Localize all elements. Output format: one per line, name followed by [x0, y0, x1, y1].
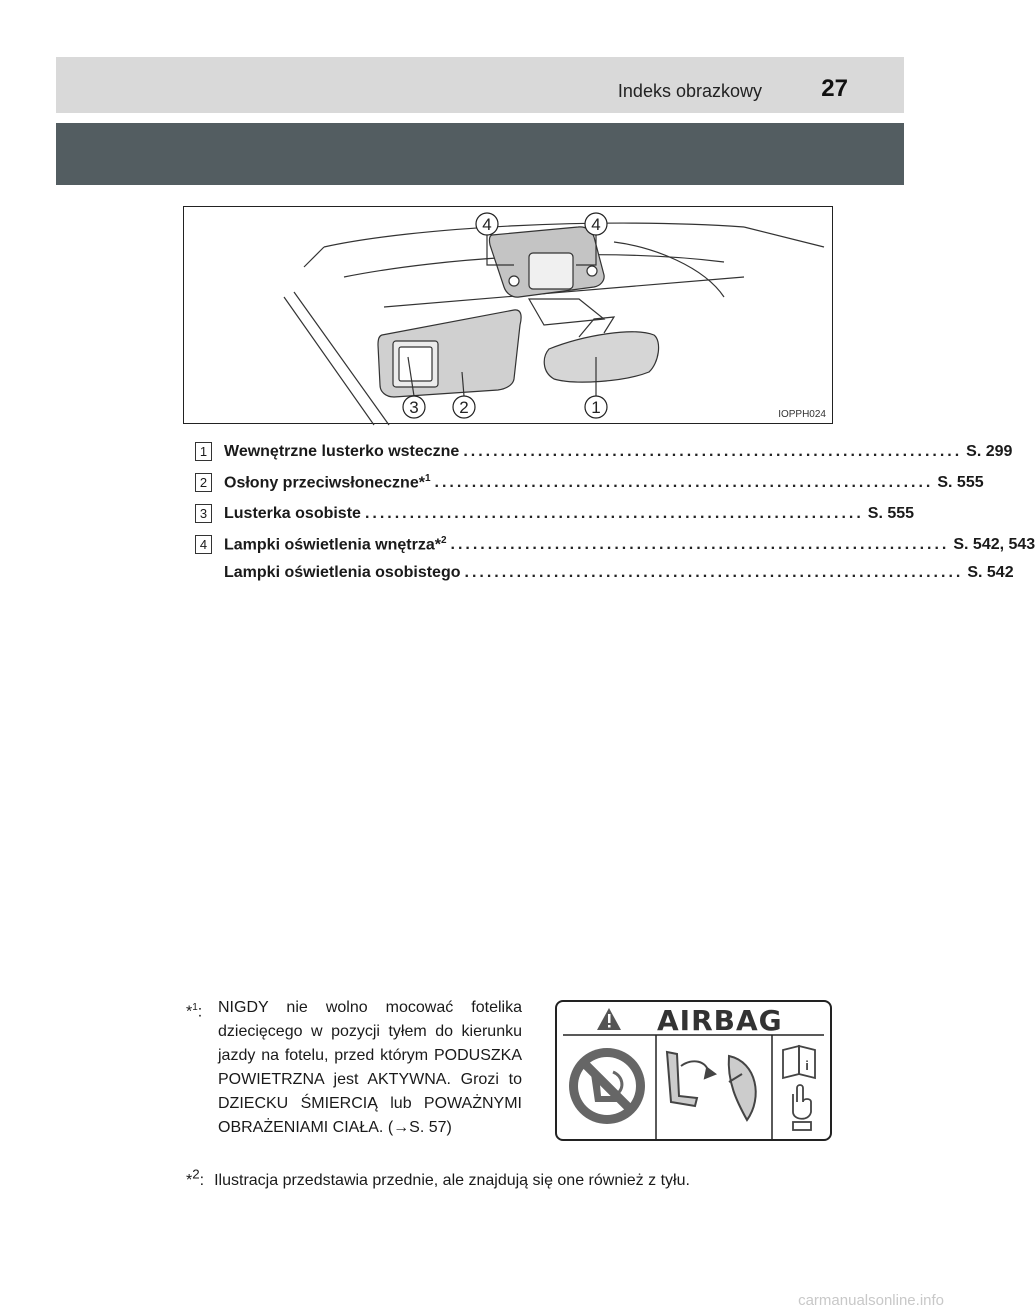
legend-item: [195, 467, 984, 498]
legend-label: Osłony przeciwsłoneczne*$^1$: [224, 472, 431, 492]
legend-label: Lusterka osobiste: [224, 504, 361, 522]
footnote-marker: *$^1$:: [186, 1002, 203, 1021]
legend-list: [195, 436, 1035, 586]
callout-1: [585, 396, 607, 418]
section-bar: [56, 123, 904, 185]
legend-item: [195, 529, 1035, 560]
legend-label: Wewnętrzne lusterko wsteczne: [224, 442, 460, 460]
legend-item: [195, 560, 1014, 586]
airbag-title: AIRBAG: [657, 1004, 783, 1037]
legend-number: 4: [195, 535, 212, 554]
legend-page-ref: S. 542: [967, 564, 1014, 581]
leader-dots: ...................................................................: [364, 504, 864, 522]
legend-number: 1: [195, 442, 212, 461]
legend-label: Lampki oświetlenia wnętrza*$^2$: [224, 534, 447, 554]
leader-dots: ...................................................................: [463, 442, 963, 460]
callout-4-right-label: 4: [591, 215, 601, 234]
leader-dots: ...................................................................: [464, 564, 964, 581]
callout-2: [453, 396, 475, 418]
callout-1-label: 1: [591, 398, 601, 417]
no-child-seat-icon: [569, 1048, 645, 1124]
legend-number: 2: [195, 473, 212, 492]
callout-4-left-label: 4: [482, 215, 492, 234]
leader-dots: ...................................................................: [450, 535, 950, 553]
legend-page-ref: S. 542, 543: [953, 535, 1035, 553]
legend-item: [195, 436, 1013, 467]
callout-4-left: [476, 213, 498, 235]
airbag-deploy-icon: [667, 1052, 756, 1120]
callout-4-right: [585, 213, 607, 235]
callout-2-label: 2: [459, 398, 469, 417]
footnote-1: [186, 996, 522, 1140]
airbag-warning-label: [555, 1000, 832, 1141]
interior-illustration: [183, 206, 833, 424]
page-number: 27: [821, 75, 848, 102]
footnote-text: Ilustracja przedstawia przednie, ale znajdują się one również z tyłu.: [214, 1172, 690, 1190]
leader-dots: ...................................................................: [434, 473, 934, 491]
manual-info-icon: [783, 1046, 815, 1130]
section-title: Indeks obrazkowy: [617, 81, 762, 101]
page-header: [56, 57, 904, 113]
svg-text:i: i: [805, 1058, 809, 1073]
legend-item: [195, 498, 915, 529]
warning-triangle-icon: [597, 1008, 621, 1030]
legend-page-ref: S. 555: [937, 473, 984, 491]
legend-number: 3: [195, 504, 212, 523]
watermark: carmanualsonline.info: [798, 1292, 944, 1309]
headliner-drawing: [184, 207, 834, 425]
callout-3-label: 3: [409, 398, 419, 417]
figure-code: IOPPH024: [778, 409, 826, 420]
footnote-2: [186, 1163, 690, 1193]
footnote-marker: *$^2$:: [186, 1167, 205, 1190]
legend-page-ref: S. 555: [867, 504, 915, 522]
callout-3: [403, 396, 425, 418]
footnote-text: NIGDY nie wolno mocować fotelika dziecięcego w pozycji tyłem do kierunku jazdy na fotelu, przed którym PODUSZKA POWIETRZNA jest AKTYWNA. Grozi to DZIECKU ŚMIERCIĄ lub POWAŻNYMI OBRAŻENIAMI CIAŁA. (→S. 57): [218, 999, 522, 1136]
legend-label: Lampki oświetlenia osobistego: [224, 564, 461, 581]
legend-page-ref: S. 299: [966, 442, 1013, 460]
